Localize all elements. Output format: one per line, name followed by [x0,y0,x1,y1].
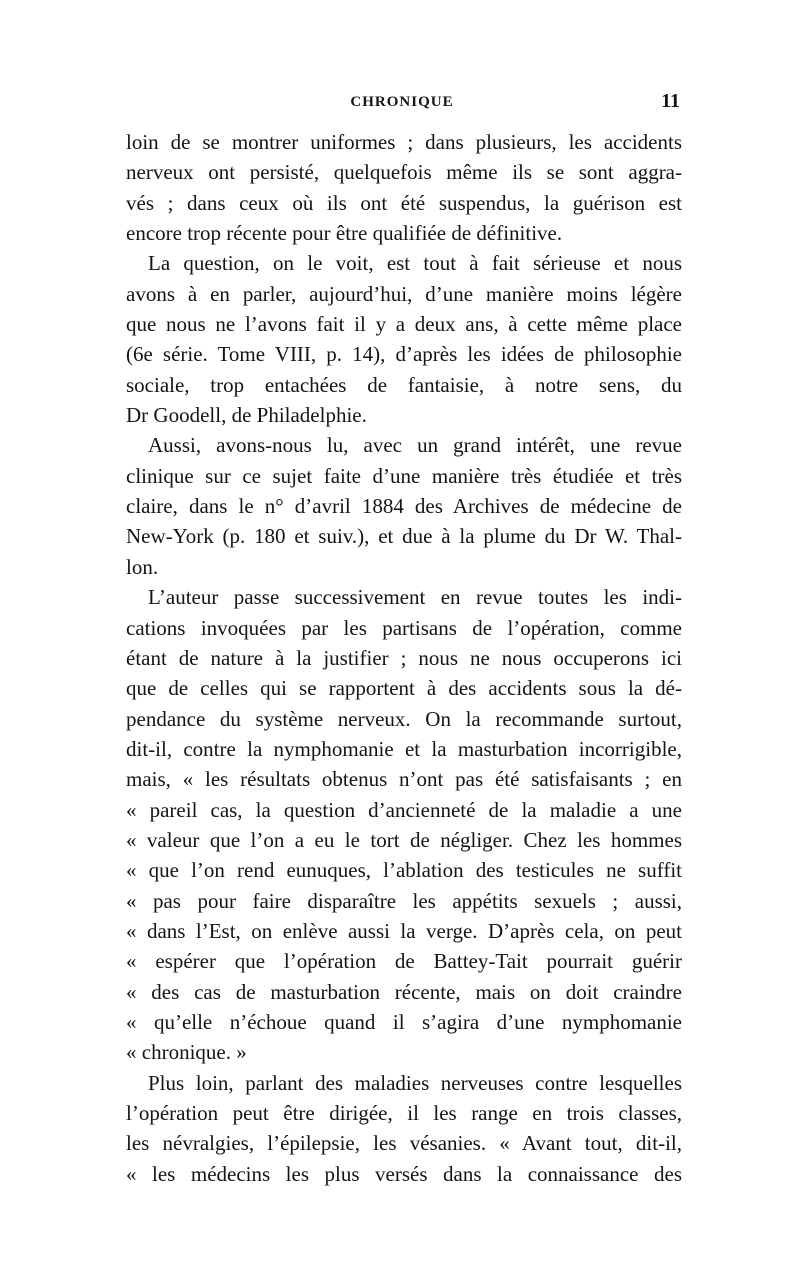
text-line: « qu’elle n’échoue quand il s’agira d’une nymphomanie [126,1009,682,1034]
text-line: (6e série. Tome VIII, p. 14), d’après les idées de philosophie [126,342,682,367]
text-line: Aussi, avons-nous lu, avec un grand intérêt, une revue [148,433,682,458]
text-line: « chronique. » [126,1040,247,1065]
text-line: « dans l’Est, on enlève aussi la verge. D’après cela, on peut [126,918,682,943]
text-line: que nous ne l’avons fait il y a deux ans, à cette même place [126,312,682,337]
text-line: lon. [126,554,159,579]
page-number: 11 [661,90,680,112]
text-line: encore trop récente pour être qualifiée de définitive. [126,221,563,246]
body-text [126,127,682,1189]
text-line: sociale, trop entachées de fantaisie, à notre sens, du [126,372,682,397]
text-line: que de celles qui se rapportent à des accidents sous la dé- [126,676,682,701]
text-line: loin de se montrer uniformes ; dans plusieurs, les accidents [126,130,682,154]
text-line: étant de nature à la justifier ; nous ne nous occuperons ici [126,645,682,670]
text-line: Dr Goodell, de Philadelphie. [126,403,367,428]
text-line: « pas pour faire disparaître les appétits sexuels ; aussi, [126,888,682,913]
text-line: « valeur que l’on a eu le tort de négliger. Chez les hommes [126,827,682,852]
text-line: « espérer que l’opération de Battey-Tait pourrait guérir [126,949,682,974]
text-line: « pareil cas, la question d’ancienneté de la maladie a une [126,797,682,822]
text-line: cations invoquées par les partisans de l’opération, comme [126,615,682,640]
text-line: L’auteur passe successivement en revue toutes les indi- [148,585,682,610]
text-line: claire, dans le n° d’avril 1884 des Archives de médecine de [126,494,682,519]
text-line: La question, on le voit, est tout à fait sérieuse et nous [148,251,682,276]
running-title: CHRONIQUE [350,94,454,110]
text-line: pendance du système nerveux. On la recommande surtout, [126,706,682,731]
text-line: clinique sur ce sujet faite d’une manière très étudiée et très [126,463,682,488]
text-line: nerveux ont persisté, quelquefois même ils se sont aggra- [126,160,682,185]
text-line: « les médecins les plus versés dans la connaissance des [126,1161,682,1186]
text-line: Plus loin, parlant des maladies nerveuses contre lesquelles [148,1070,682,1095]
text-line: « que l’on rend eunuques, l’ablation des testicules ne suffit [126,858,682,883]
text-line: les névralgies, l’épilepsie, les vésanies. « Avant tout, dit-il, [126,1131,682,1156]
text-line: avons à en parler, aujourd’hui, d’une manière moins légère [126,281,682,306]
text-line: dit-il, contre la nymphomanie et la masturbation incorrigible, [126,736,682,761]
running-header [122,90,682,120]
text-line: New-York (p. 180 et suiv.), et due à la plume du Dr W. Thal- [126,524,682,549]
text-line: « des cas de masturbation récente, mais on doit craindre [126,979,682,1004]
text-line: mais, « les résultats obtenus n’ont pas été satisfaisants ; en [126,767,682,792]
text-line: l’opération peut être dirigée, il les range en trois classes, [126,1101,682,1125]
text-line: vés ; dans ceux où ils ont été suspendus, la guérison est [126,190,682,215]
